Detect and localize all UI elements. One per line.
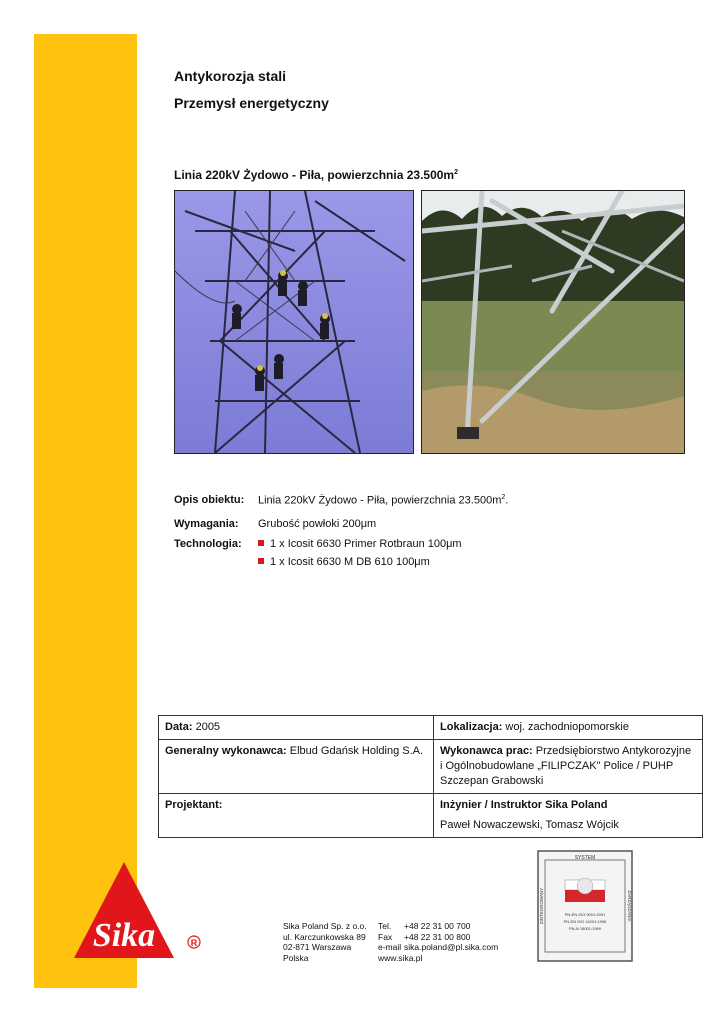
- table-row: [159, 794, 703, 838]
- page-title: Antykorozja stali: [174, 68, 287, 84]
- svg-text:R: R: [190, 938, 198, 948]
- executor-cell: Wykonawca prac: Przedsiębiorstwo Antykorozyjne i Ogólnobudowlane „FILIPCZAK" Police / PUHP Szczepan Grabowski: [434, 740, 703, 794]
- bullet-icon: [258, 558, 264, 564]
- project-info-table: [158, 715, 703, 838]
- page-subtitle: Przemysł energetyczny: [174, 95, 329, 111]
- footer-contact-labels: Tel. Fax e-mail: [378, 921, 402, 952]
- transmission-tower-base-photo: [421, 190, 685, 454]
- technology-item: 1 x Icosit 6630 M DB 610 100μm: [258, 556, 430, 568]
- location-cell: Lokalizacja: woj. zachodniopomorskie: [434, 716, 703, 740]
- svg-text:PN-EN ISO 14001:1998: PN-EN ISO 14001:1998: [563, 919, 607, 924]
- footer-address: Sika Poland Sp. z o.o. ul. Karczunkowska 89 02-871 Warszawa Polska: [283, 921, 367, 963]
- yellow-sidebar: [34, 34, 137, 988]
- sika-logo: [74, 860, 206, 960]
- svg-text:SYSTEM: SYSTEM: [574, 855, 596, 861]
- object-description-value: Linia 220kV Żydowo - Piła, powierzchnia $23.500m^2$.: [258, 494, 509, 507]
- svg-text:Sika: Sika: [92, 917, 156, 954]
- technology-label: Technologia:: [174, 538, 242, 550]
- requirements-label: Wymagania:: [174, 518, 239, 530]
- object-description-label: Opis obiektu:: [174, 494, 245, 506]
- footer-website: www.sika.pl: [378, 952, 423, 963]
- management-system-certificate: [537, 850, 633, 962]
- footer-contact-values: +48 22 31 00 700 +48 22 31 00 800 sika.poland@pl.sika.com: [404, 921, 499, 952]
- requirements-value: Grubość powłoki 200μm: [258, 518, 377, 530]
- svg-text:ZINTEGROWANY: ZINTEGROWANY: [539, 887, 544, 925]
- svg-text:PN-N 18001:1999: PN-N 18001:1999: [568, 926, 602, 931]
- table-row: [159, 740, 703, 794]
- technology-item: 1 x Icosit 6630 Primer Rotbraun 100μm: [258, 538, 462, 550]
- transmission-tower-workers-photo: [174, 190, 414, 454]
- project-heading: Linia 220kV Żydowo - Piła, powierzchnia $23.500m^2$: [174, 168, 459, 182]
- designer-cell: Projektant:: [159, 794, 434, 838]
- table-row: [159, 716, 703, 740]
- bullet-icon: [258, 540, 264, 546]
- date-cell: Data: 2005: [159, 716, 434, 740]
- svg-text:ZARZĄDZANIA: ZARZĄDZANIA: [627, 890, 632, 922]
- engineer-cell: Inżynier / Instruktor Sika Poland Paweł Nowaczewski, Tomasz Wójcik: [434, 794, 703, 838]
- contractor-cell: Generalny wykonawca: Elbud Gdańsk Holding S.A.: [159, 740, 434, 794]
- svg-text:PN-EN ISO 9001:2001: PN-EN ISO 9001:2001: [564, 912, 606, 917]
